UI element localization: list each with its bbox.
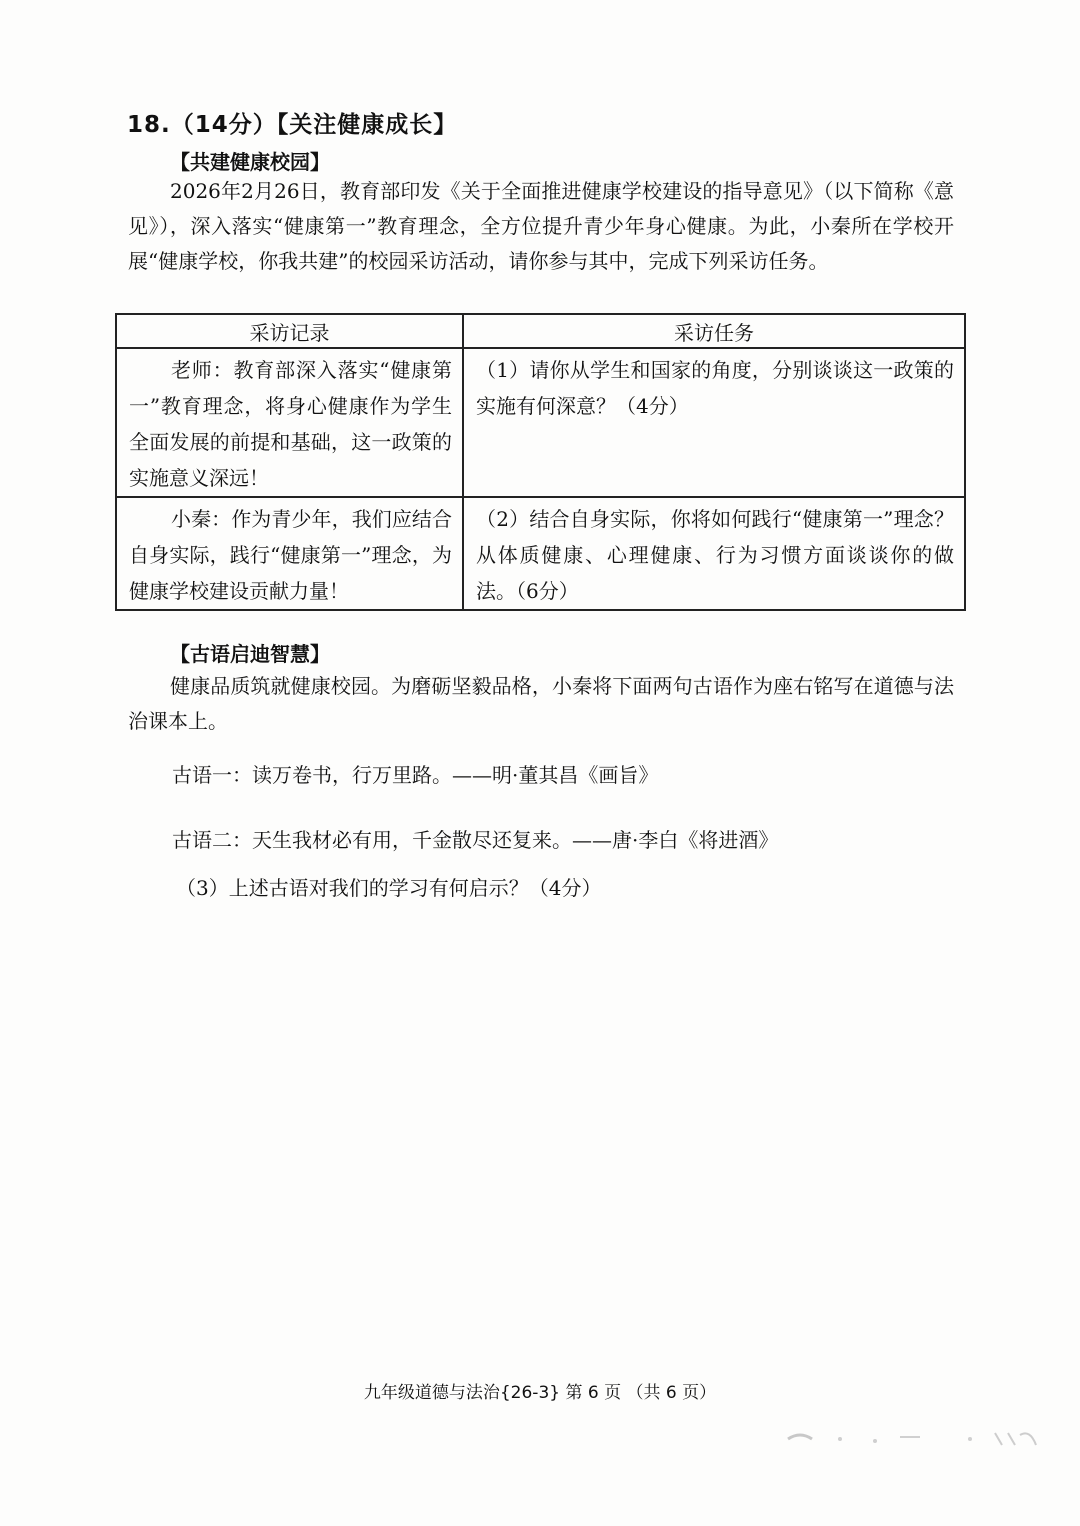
record-cell-student: 小秦：作为青少年，我们应结合自身实际，践行“健康第一”理念，为健康学校建设贡献力量！: [116, 497, 463, 610]
watermark-mark: [780, 1425, 1050, 1455]
table-header-record: 采访记录: [116, 314, 463, 348]
table-header-task: 采访任务: [463, 314, 965, 348]
section2-intro: 健康品质筑就健康校园。为磨砺坚毅品格，小秦将下面两句古语作为座右铭写在道德与法治课本上。: [128, 674, 954, 733]
table-row: [116, 497, 965, 610]
task-cell-2: （2）结合自身实际，你将如何践行“健康第一”理念？从体质健康、心理健康、行为习惯方面谈谈你的做法。（6分）: [463, 497, 965, 610]
interview-table: [115, 313, 966, 611]
section-title-ancient-wisdom: 【古语启迪智慧】: [170, 642, 330, 666]
page-footer: 九年级道德与法治{26-3} 第 6 页 （共 6 页）: [363, 1383, 717, 1403]
quote-one: 古语一：读万卷书，行万里路。——明·董其昌《画旨》: [172, 763, 659, 787]
question-3: （3）上述古语对我们的学习有何启示？（4分）: [176, 876, 602, 900]
quote-two: 古语二：天生我材必有用，千金散尽还复来。——唐·李白《将进酒》: [172, 828, 779, 852]
section1-intro: 2026年2月26日，教育部印发《关于全面推进健康学校建设的指导意见》（以下简称《意见》），深入落实“健康第一”教育理念，全方位提升青少年身心健康。为此，小秦所在学校开展“健康学校，你我共建”的校园采访活动，请你参与其中，完成下列采访任务。: [128, 179, 954, 273]
question-title: 18.（14分）【关注健康成长】: [127, 112, 458, 138]
section-title-healthy-campus: 【共建健康校园】: [170, 150, 330, 174]
record-cell-teacher: 老师：教育部深入落实“健康第一”教育理念，将身心健康作为学生全面发展的前提和基础，这一政策的实施意义深远！: [116, 348, 463, 497]
task-cell-1: （1）请你从学生和国家的角度，分别谈谈这一政策的实施有何深意？（4分）: [463, 348, 965, 497]
table-row: [116, 348, 965, 497]
